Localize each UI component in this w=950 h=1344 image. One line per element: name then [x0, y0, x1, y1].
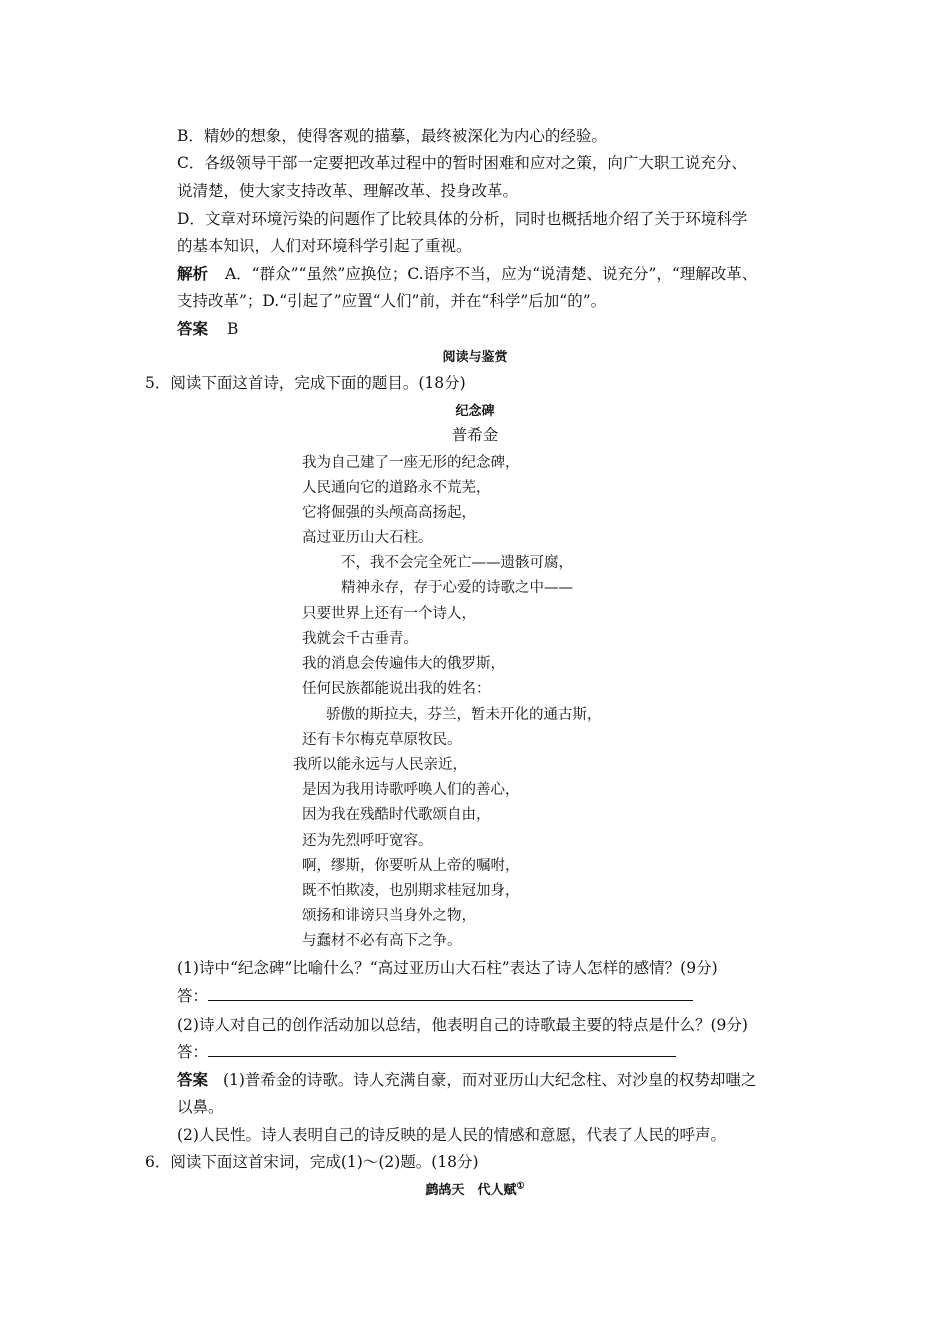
- poem-line: 它将倔强的头颅高高扬起，: [302, 505, 476, 521]
- q6-title-text: 鹧鸪天 代人赋: [425, 1183, 517, 1198]
- answer-underline[interactable]: [208, 1042, 676, 1057]
- option-c-line2: 说清楚，使大家支持改革、理解改革、投身改革。: [177, 182, 519, 200]
- poem-line: 我为自己建了一座无形的纪念碑，: [302, 455, 520, 471]
- poem-line: 我所以能永远与人民亲近，: [293, 757, 467, 773]
- poem-line: 高过亚历山大石柱。: [302, 530, 433, 546]
- option-c-line1: C．各级领导干部一定要把改革过程中的暂时困难和应对之策，向广大职工说充分、: [177, 154, 747, 172]
- q5-answer-line2: 以鼻。: [177, 1098, 224, 1116]
- poem-line: 是因为我用诗歌呼唤人们的善心，: [302, 782, 520, 798]
- q5-sub2: (2)诗人对自己的创作活动加以总结，他表明自己的诗歌最主要的特点是什么？(9分): [177, 1016, 748, 1034]
- q5-answer-line3: (2)人民性。诗人表明自己的诗反映的是人民的情感和意愿，代表了人民的呼声。: [177, 1126, 726, 1144]
- poem-line: 啊，缪斯，你要听从上帝的嘱咐，: [302, 858, 520, 874]
- poem-line: 既不怕欺凌，也别期求桂冠加身，: [302, 883, 520, 899]
- poem-author: 普希金: [451, 426, 499, 444]
- q4-answer: [177, 319, 238, 339]
- q5-answer2-blank: [177, 1042, 676, 1062]
- answer-value: B: [226, 320, 239, 338]
- poem-line: 我就会千古垂青。: [302, 631, 418, 647]
- answer-text1: (1)普希金的诗歌。诗人充满自豪，而对亚历山大纪念柱、对沙皇的权势却嗤之: [222, 1071, 757, 1089]
- answer-label: 答案: [177, 1070, 209, 1089]
- poem-line: 与蠢材不必有高下之争。: [302, 933, 462, 949]
- q5-answer1-blank: [177, 986, 693, 1006]
- option-b: B．精妙的想象，使得客观的描摹，最终被深化为内心的经验。: [177, 127, 607, 145]
- q5-answer-line1: [177, 1070, 756, 1090]
- q5-sub1: (1)诗中“纪念碑”比喻什么？“高过亚历山大石柱”表达了诗人怎样的感情？(9分): [177, 959, 718, 977]
- poem-line: 颂扬和诽谤只当身外之物，: [302, 908, 476, 924]
- poem-line: 因为我在残酷时代歌颂自由，: [302, 807, 491, 823]
- answer-label: 答案: [177, 319, 209, 338]
- analysis-label: 解析: [177, 264, 209, 283]
- analysis-text1: A．“群众”“虽然”应换位；C.语序不当，应为“说清楚、说充分”，“理解改革、: [224, 265, 758, 283]
- poem-line: 精神永存，存于心爱的诗歌之中——: [341, 580, 573, 596]
- analysis-line1: [177, 264, 757, 284]
- q6-title: [0, 1181, 950, 1201]
- poem-line: 我的消息会传遍伟大的俄罗斯，: [302, 656, 505, 672]
- poem-line: 骄傲的斯拉夫，芬兰，暂未开化的通古斯，: [326, 707, 602, 723]
- poem-line: 人民通向它的道路永不荒芜，: [302, 480, 491, 496]
- poem-line: 不，我不会完全死亡——遗骸可腐，: [341, 555, 573, 571]
- answer-underline[interactable]: [208, 986, 693, 1001]
- poem-line: 还为先烈呼吁宽容。: [302, 833, 433, 849]
- poem-line: 还有卡尔梅克草原牧民。: [302, 732, 462, 748]
- analysis-line2: 支持改革”；D.“引起了”应置“人们”前，并在“科学”后加“的”。: [177, 292, 607, 310]
- answer-prefix: 答：: [177, 987, 209, 1005]
- option-d-line2: 的基本知识，人们对环境科学引起了重视。: [177, 237, 472, 255]
- poem-title: 纪念碑: [455, 404, 495, 419]
- poem-line: 任何民族都能说出我的姓名：: [302, 681, 491, 697]
- answer-prefix: 答：: [177, 1043, 209, 1061]
- q5-prompt: 5．阅读下面这首诗，完成下面的题目。(18分): [145, 374, 466, 392]
- footnote-mark: ①: [516, 1181, 525, 1192]
- q6-prompt: 6．阅读下面这首宋词，完成(1)～(2)题。(18分): [145, 1153, 479, 1171]
- poem-line: 只要世界上还有一个诗人，: [302, 606, 476, 622]
- section-title: 阅读与鉴赏: [442, 350, 508, 365]
- option-d-line1: D．文章对环境污染的问题作了比较具体的分析，同时也概括地介绍了关于环境科学: [177, 210, 748, 228]
